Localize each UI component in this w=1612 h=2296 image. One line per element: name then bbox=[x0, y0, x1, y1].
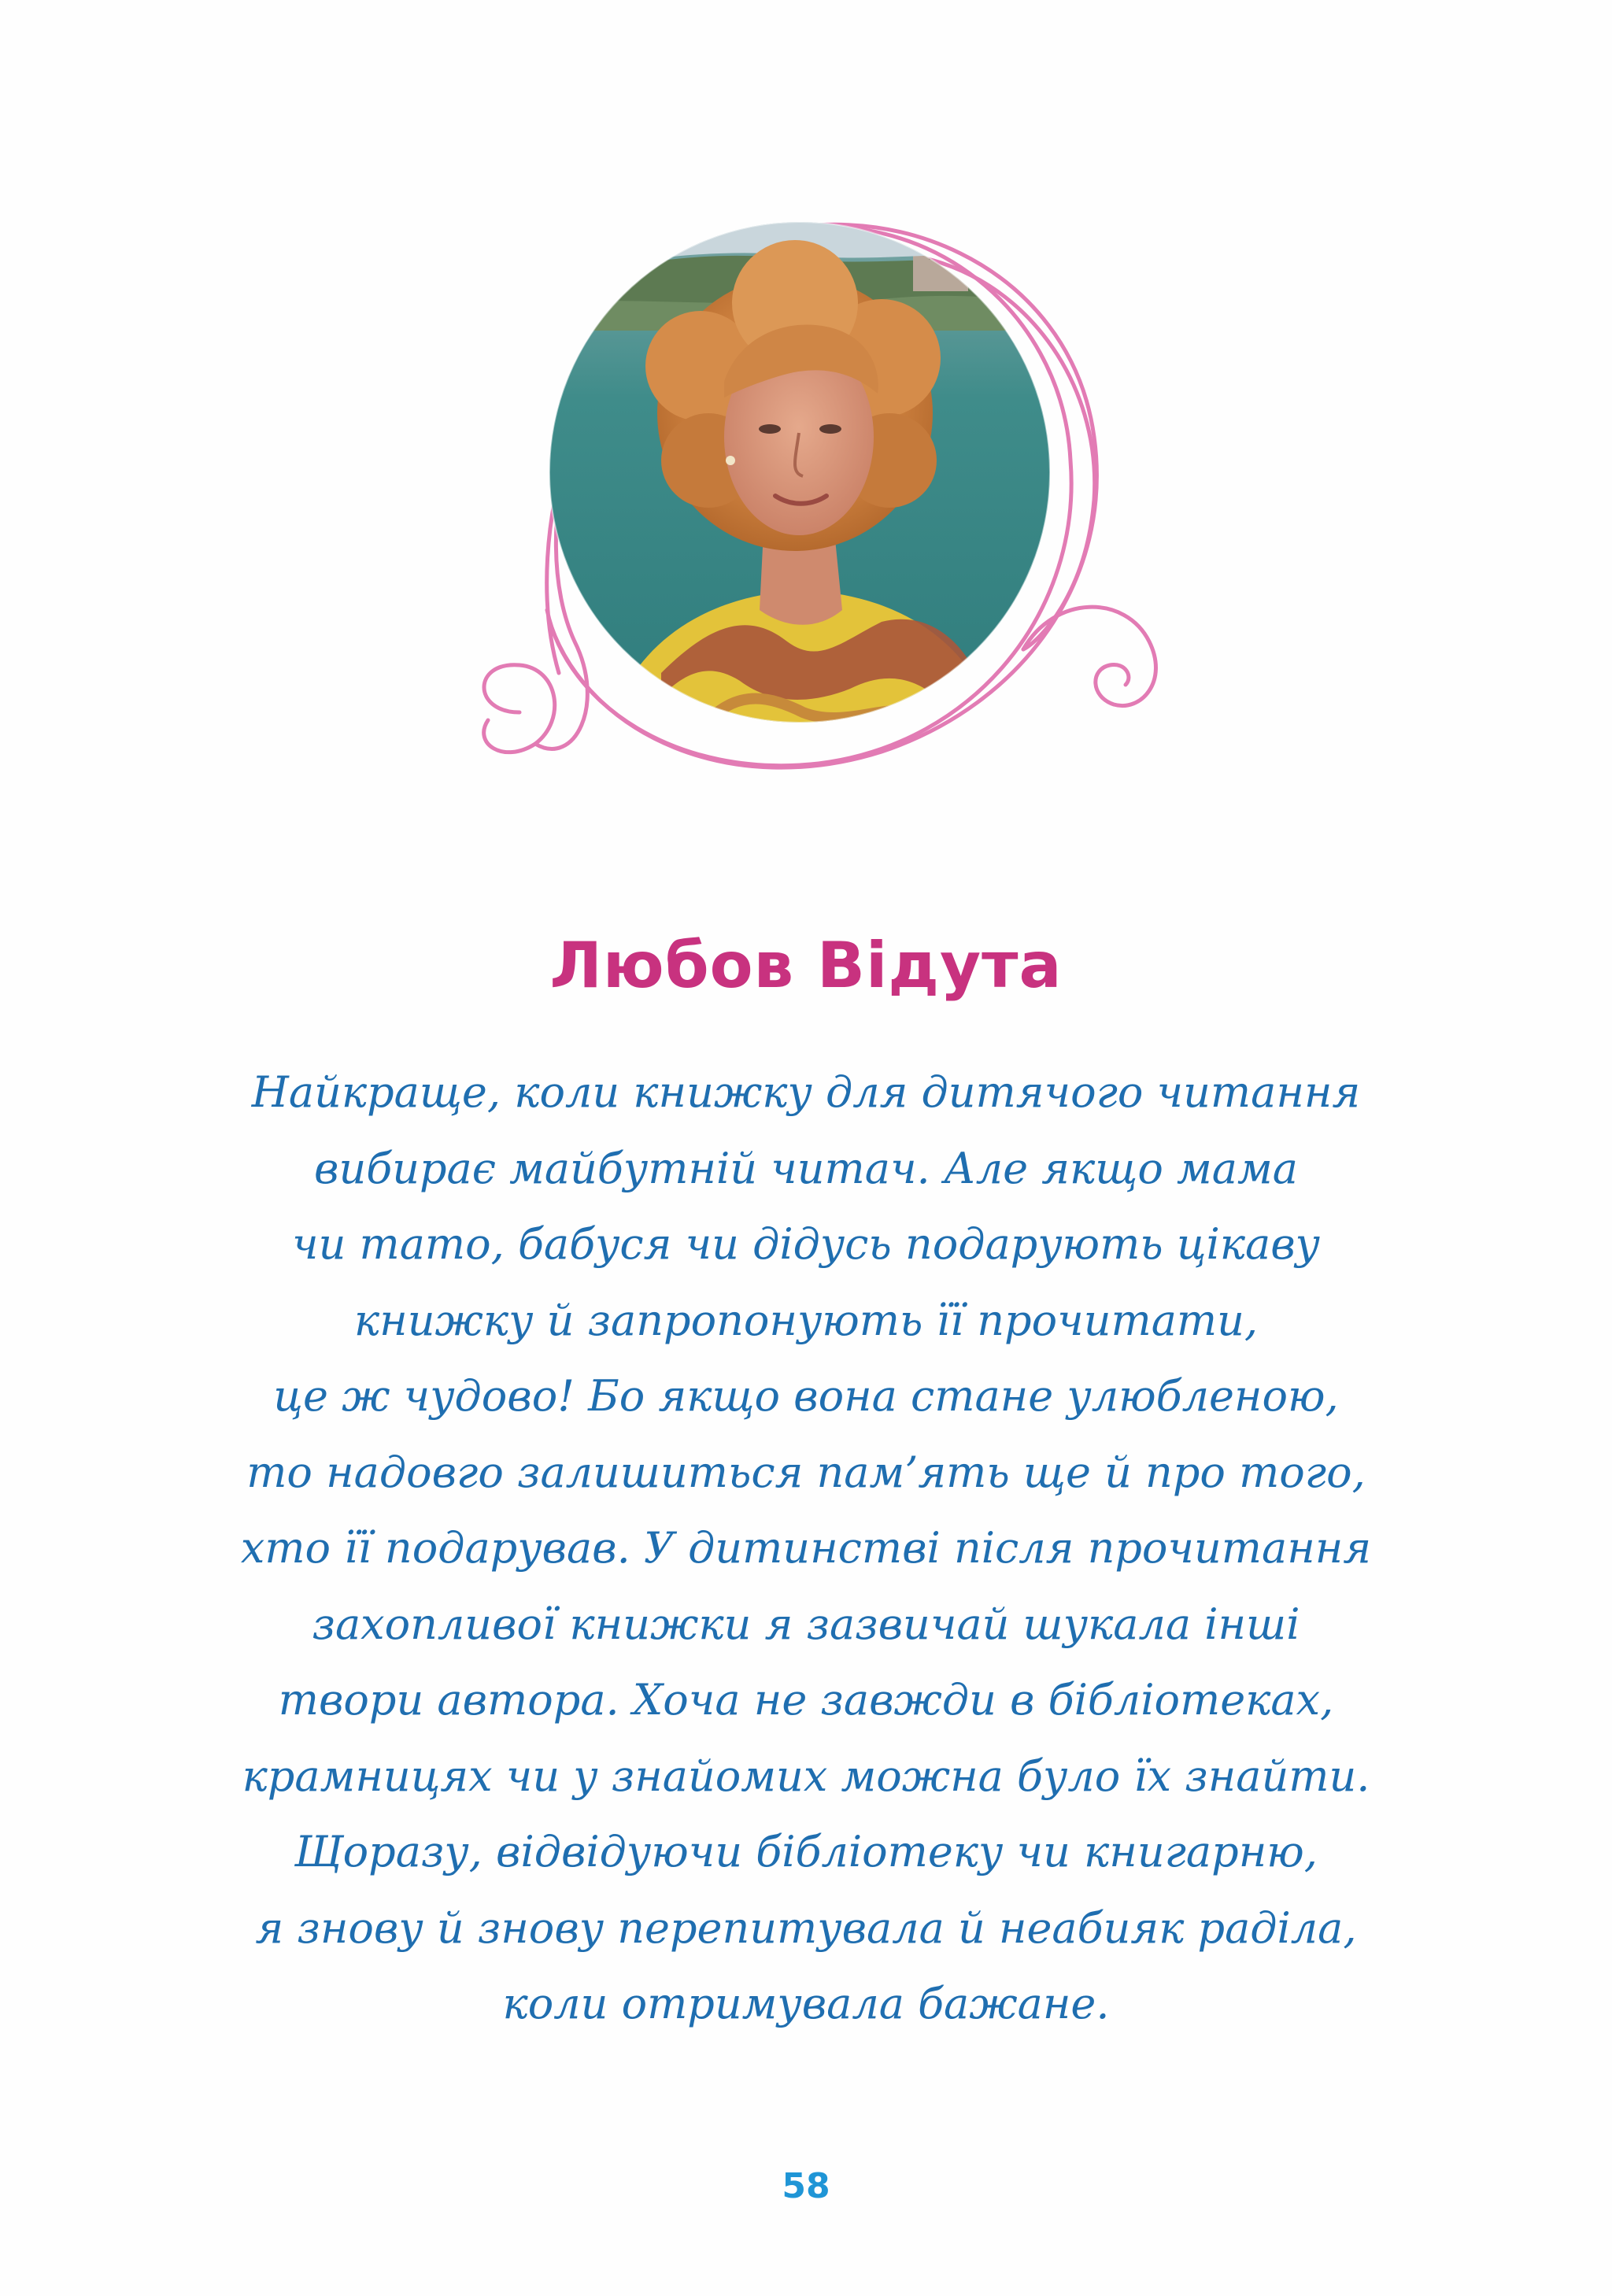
author-photo bbox=[535, 216, 1070, 736]
quote-line: захопливої книжки я зазвичай шукала інші bbox=[312, 1599, 1300, 1649]
quote-line: Найкраще, коли книжку для дитячого читання bbox=[251, 1067, 1361, 1117]
quote-line: то надовго залишиться пам’ять ще й про того, bbox=[246, 1447, 1366, 1497]
quote-line: чи тато, бабуся чи дідусь подарують цікаву bbox=[291, 1219, 1321, 1269]
portrait-frame bbox=[472, 201, 1181, 783]
quote-line: хто її подарував. У дитинстві після прочитання bbox=[240, 1523, 1372, 1573]
author-name: Любов Відута bbox=[549, 929, 1063, 1002]
quote-line: книжку й запропонують її прочитати, bbox=[353, 1295, 1259, 1345]
quote-line: це ж чудово! Бо якщо вона стане улюбленою, bbox=[273, 1371, 1339, 1421]
page-number: 58 bbox=[782, 2166, 830, 2206]
quote-line: Щоразу, відвідуючи бібліотеку чи книгарню, bbox=[294, 1827, 1318, 1876]
quote-line: коли отримувала бажане. bbox=[502, 1979, 1110, 2028]
quote-line: вибирає майбутній читач. Але якщо мама bbox=[314, 1143, 1298, 1193]
author-portrait bbox=[472, 201, 1181, 783]
quote-line: твори автора. Хоча не завжди в бібліотеках, bbox=[278, 1675, 1334, 1725]
quote-line: я знову й знову перепитувала й неабияк раділа, bbox=[255, 1902, 1357, 1953]
quote-line: крамницях чи у знайомих можна було їх знайти. bbox=[242, 1751, 1370, 1801]
author-quote bbox=[157, 1055, 1455, 2043]
